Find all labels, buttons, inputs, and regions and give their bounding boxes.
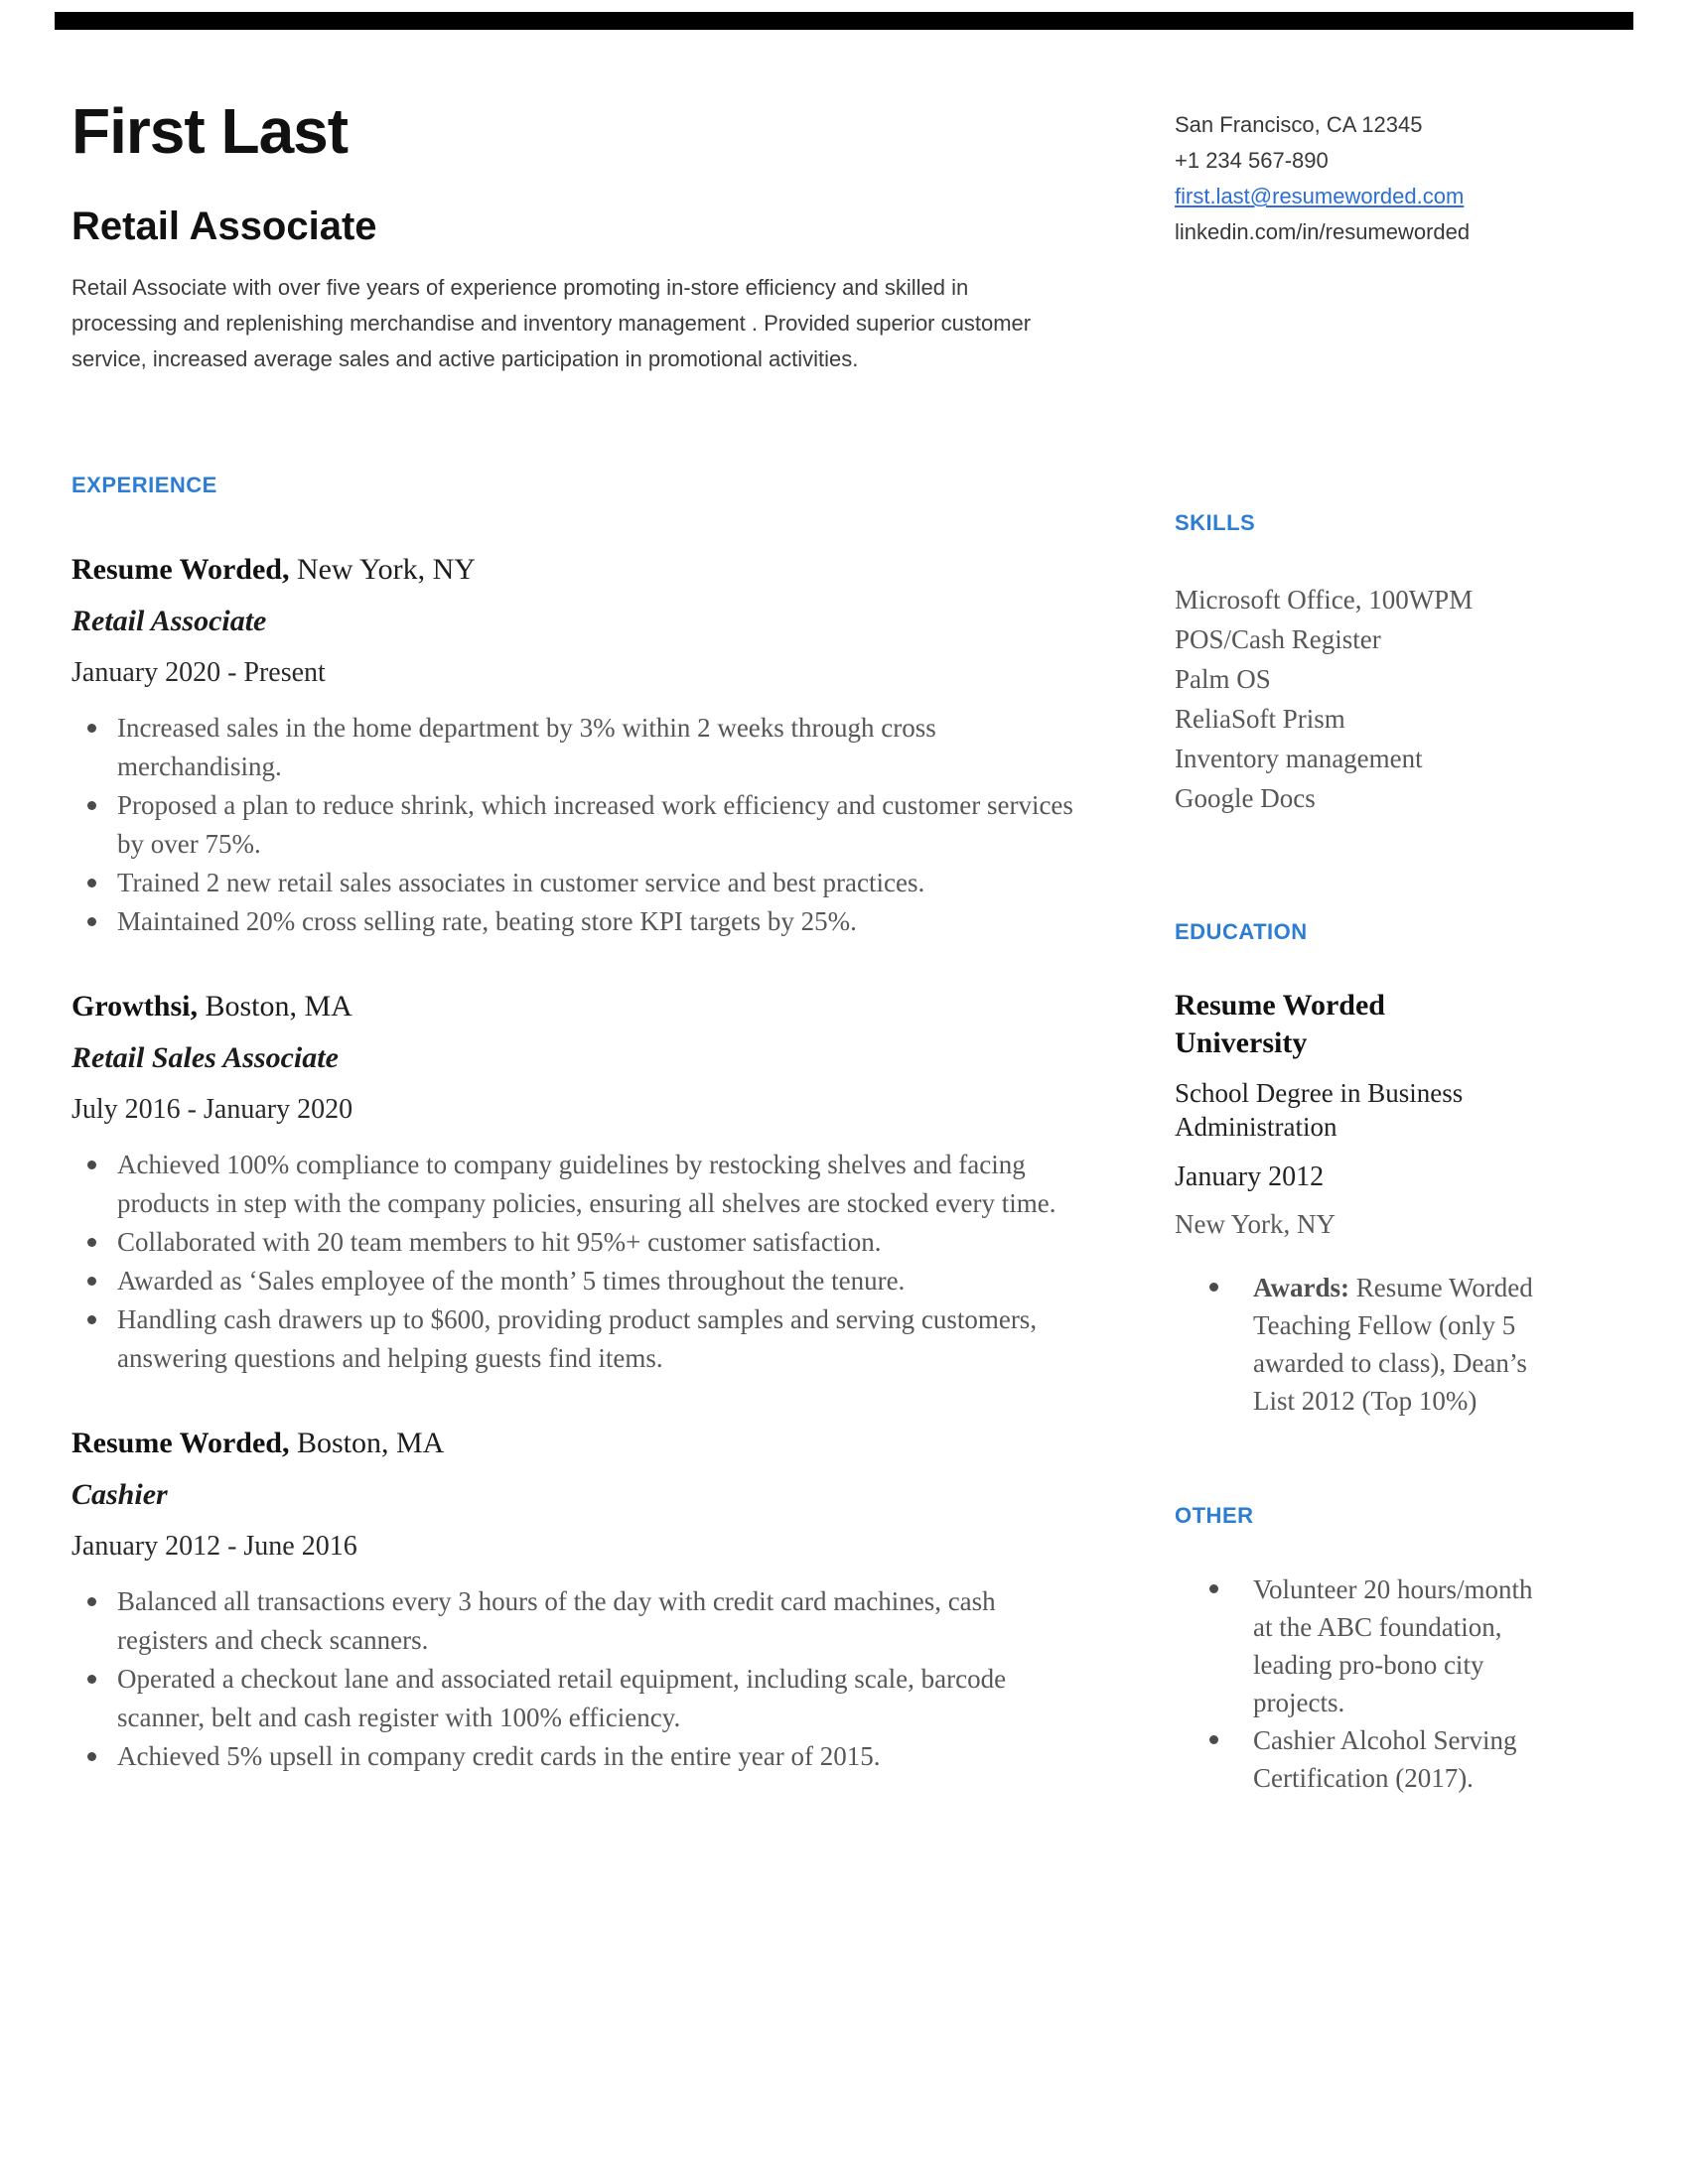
job-company: Resume Worded, <box>71 553 290 586</box>
experience-job-list <box>71 544 1074 1776</box>
bullet-dot-icon <box>87 864 117 902</box>
job-company-line <box>71 1418 1074 1469</box>
candidate-title: Retail Associate <box>71 205 377 248</box>
contact-phone: +1 234 567-890 <box>1175 148 1329 173</box>
bullet-dot-icon <box>87 709 117 786</box>
bullet-text: Collaborated with 20 team members to hit 95%+ customer satisfaction. <box>117 1227 882 1257</box>
job-role: Retail Associate <box>71 605 267 637</box>
job-location: Boston, MA <box>289 1427 445 1459</box>
other-bullet-list <box>1175 1570 1554 1797</box>
bullet-text: Awards: Resume Worded Teaching Fellow (only 5 awarded to class), Dean’s List 2012 (Top 10%) <box>1253 1273 1533 1416</box>
bullet-text: Balanced all transactions every 3 hours of the day with credit card machines, cash registers and check scanners. <box>117 1586 996 1655</box>
experience-job <box>71 1418 1074 1776</box>
bullet-dot-icon <box>87 1146 117 1223</box>
job-bullet <box>71 786 1074 864</box>
education-bullet-label: Awards: <box>1253 1273 1349 1302</box>
bullet-text: Achieved 100% compliance to company guidelines by restocking shelves and facing products in step with the company policies, ensuring all shelves are stocked every time. <box>117 1150 1056 1218</box>
bullet-dot-icon <box>87 902 117 941</box>
job-bullet <box>71 1223 1074 1262</box>
education-degree: School Degree in Business Administration <box>1175 1078 1464 1142</box>
other-bullet <box>1175 1570 1554 1721</box>
education-bullet-list <box>1175 1269 1554 1420</box>
education-date: January 2012 <box>1175 1161 1325 1192</box>
skill-item: Microsoft Office, 100WPM <box>1175 585 1474 614</box>
contact-location: San Francisco, CA 12345 <box>1175 112 1423 137</box>
bullet-text: Operated a checkout lane and associated retail equipment, including scale, barcode scanner, belt and cash register with 100% efficiency. <box>117 1664 1007 1732</box>
experience-heading: EXPERIENCE <box>71 473 217 497</box>
job-dates: January 2012 - June 2016 <box>71 1531 357 1562</box>
job-company: Resume Worded, <box>71 1427 290 1459</box>
side-column <box>1175 107 1554 1797</box>
bullet-dot-icon <box>87 1737 117 1776</box>
bullet-dot-icon <box>87 1223 117 1262</box>
job-role: Retail Sales Associate <box>71 1041 339 1074</box>
bullet-dot-icon <box>1209 1570 1253 1721</box>
other-bullet <box>1175 1721 1554 1797</box>
job-role: Cashier <box>71 1478 168 1511</box>
job-bullet-list <box>71 709 1074 941</box>
job-company: Growthsi, <box>71 990 198 1023</box>
education-school: Resume Worded University <box>1175 989 1385 1059</box>
skill-item: ReliaSoft Prism <box>1175 704 1345 734</box>
skill-item: POS/Cash Register <box>1175 624 1381 654</box>
job-dates: July 2016 - January 2020 <box>71 1094 353 1125</box>
education-bullet <box>1175 1269 1554 1420</box>
job-bullet <box>71 1737 1074 1776</box>
bullet-text: Increased sales in the home department by 3% within 2 weeks through cross merchandising. <box>117 713 936 781</box>
job-bullet <box>71 902 1074 941</box>
job-location: New York, NY <box>289 553 476 586</box>
main-column <box>71 95 1074 1816</box>
bullet-text: Trained 2 new retail sales associates in customer service and best practices. <box>117 868 925 897</box>
experience-job <box>71 544 1074 941</box>
bullet-text: Proposed a plan to reduce shrink, which increased work efficiency and customer services by over 75%. <box>117 790 1073 859</box>
bullet-dot-icon <box>87 1660 117 1737</box>
bullet-dot-icon <box>87 1300 117 1378</box>
bullet-dot-icon <box>1209 1721 1253 1797</box>
skills-heading: SKILLS <box>1175 510 1256 535</box>
bullet-dot-icon <box>1209 1269 1253 1420</box>
skill-item: Inventory management <box>1175 744 1423 773</box>
contact-block <box>1175 107 1554 250</box>
bullet-text: Maintained 20% cross selling rate, beating store KPI targets by 25%. <box>117 906 857 936</box>
education-heading: EDUCATION <box>1175 919 1308 944</box>
job-company-line <box>71 981 1074 1032</box>
bullet-text: Cashier Alcohol Serving Certification (2017). <box>1253 1725 1517 1793</box>
bullet-dot-icon <box>87 786 117 864</box>
job-bullet <box>71 1582 1074 1660</box>
bullet-dot-icon <box>87 1582 117 1660</box>
summary-text: Retail Associate with over five years of experience promoting in-store efficiency and skilled in processing and replenishing merchandise and inventory management . Provided superior customer service, increased average sales and active participation in promotional activities. <box>71 275 1032 371</box>
job-bullet-list <box>71 1582 1074 1776</box>
bullet-dot-icon <box>87 1262 117 1300</box>
experience-job <box>71 981 1074 1378</box>
job-dates: January 2020 - Present <box>71 657 326 688</box>
job-bullet <box>71 1146 1074 1223</box>
job-bullet <box>71 1300 1074 1378</box>
skill-item: Palm OS <box>1175 664 1271 694</box>
job-bullet <box>71 864 1074 902</box>
job-bullet <box>71 709 1074 786</box>
other-heading: OTHER <box>1175 1503 1254 1528</box>
job-location: Boston, MA <box>197 990 352 1023</box>
job-company-line <box>71 544 1074 596</box>
job-bullet <box>71 1660 1074 1737</box>
education-location: New York, NY <box>1175 1209 1336 1239</box>
top-divider-bar <box>55 12 1633 30</box>
contact-email-link[interactable]: first.last@resumeworded.com <box>1175 184 1465 208</box>
bullet-text: Achieved 5% upsell in company credit cards in the entire year of 2015. <box>117 1741 881 1771</box>
bullet-text: Awarded as ‘Sales employee of the month’ 5 times throughout the tenure. <box>117 1266 906 1296</box>
contact-linkedin: linkedin.com/in/resumeworded <box>1175 219 1471 244</box>
skills-list <box>1175 580 1554 818</box>
bullet-text: Volunteer 20 hours/month at the ABC foundation, leading pro-bono city projects. <box>1253 1574 1533 1717</box>
skill-item: Google Docs <box>1175 783 1316 813</box>
bullet-text: Handling cash drawers up to $600, providing product samples and serving customers, answering questions and helping guests find items. <box>117 1304 1038 1373</box>
job-bullet <box>71 1262 1074 1300</box>
candidate-name: First Last <box>71 95 349 167</box>
job-bullet-list <box>71 1146 1074 1378</box>
